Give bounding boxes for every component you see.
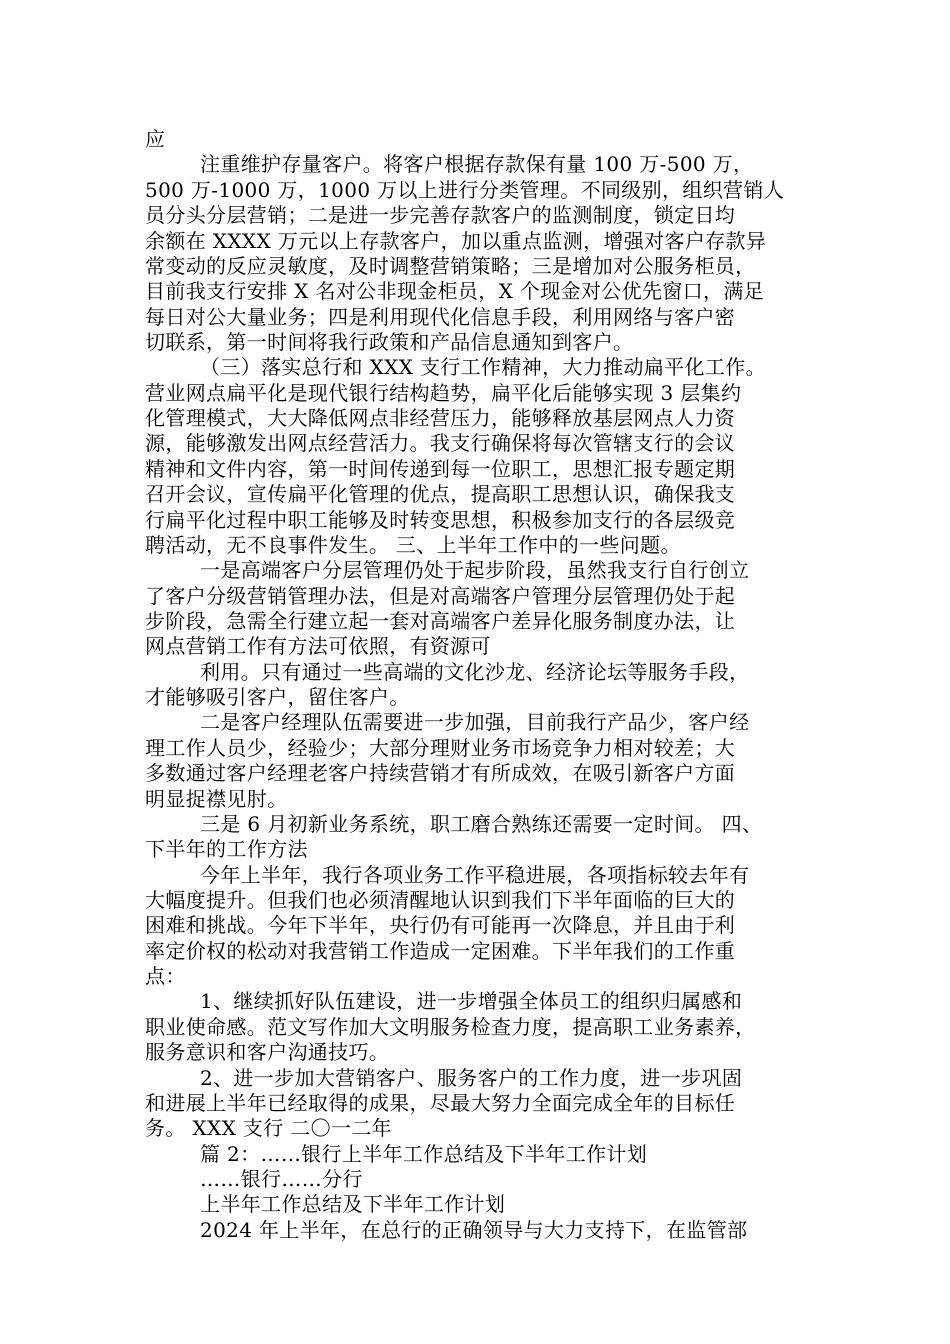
text-line: 余额在 XXXX 万元以上存款客户，加以重点监测，增强对客户存款异 xyxy=(145,229,767,253)
text-line: 聘活动，无不良事件发生。 三、上半年工作中的一些问题。 xyxy=(145,533,681,557)
text-line: 应 xyxy=(145,127,166,151)
paragraph-first-line: 今年上半年，我行各项业务工作平稳进展，各项指标较去年有 xyxy=(200,863,750,887)
list-item-2: 2、进一步加大营销客户、服务客户的工作力度，进一步巩固 xyxy=(200,1066,743,1090)
text-line: 困难和挑战。今年下半年，央行仍有可能再一次降息，并且由于利 xyxy=(145,913,736,937)
signature-line: 务。 XXX 支行 二〇一二年 xyxy=(145,1116,393,1140)
text-line: 500 万-1000 万，1000 万以上进行分类管理。不同级别，组织营销人 xyxy=(145,178,785,202)
text-line: 召开会议，宣传扁平化管理的优点，提高职工思想认识，确保我支 xyxy=(145,482,736,506)
branch-line: ……银行……分行 xyxy=(200,1167,363,1191)
text-line: 每日对公大量业务；四是利用现代化信息手段，利用网络与客户密 xyxy=(145,305,736,329)
paragraph-first-line: 2024 年上半年，在总行的正确领导与大力支持下，在监管部 xyxy=(200,1218,748,1242)
text-line: 理工作人员少，经验少；大部分理财业务市场竞争力相对较差；大 xyxy=(145,736,736,760)
paragraph-first-line: 一是高端客户分层管理仍处于起步阶段，虽然我支行自行创立 xyxy=(200,558,750,582)
text-line: 源，能够激发出网点经营活力。我支行确保将每次管辖支行的会议 xyxy=(145,431,736,455)
paragraph-first-line: 三是 6 月初新业务系统，职工磨合熟练还需要一定时间。 四、 xyxy=(200,812,763,836)
text-line: 化管理模式，大大降低网点非经营压力，能够释放基层网点人力资 xyxy=(145,406,736,430)
text-line: 大幅度提升。但我们也必须清醒地认识到我们下半年面临的巨大的 xyxy=(145,888,736,912)
text-line: 才能够吸引客户，留住客户。 xyxy=(145,685,410,709)
text-line: 目前我支行安排 X 名对公非现金柜员，X 个现金对公优先窗口，满足 xyxy=(145,279,765,303)
paragraph-first-line: 利用。只有通过一些高端的文化沙龙、经济论坛等服务手段， xyxy=(200,660,750,684)
section-heading-3: （三）落实总行和 XXX 支行工作精神，大力推动扁平化工作。 xyxy=(200,355,766,379)
paragraph-first-line: 注重维护存量客户。将客户根据存款保有量 100 万-500 万， xyxy=(200,152,754,176)
list-item-1: 1、继续抓好队伍建设，进一步增强全体员工的组织归属感和 xyxy=(200,989,743,1013)
subtitle-line: 上半年工作总结及下半年工作计划 xyxy=(200,1192,506,1216)
text-line: 服务意识和客户沟通技巧。 xyxy=(145,1040,390,1064)
text-line: 网点营销工作有方法可依照，有资源可 xyxy=(145,634,491,658)
text-line: 多数通过客户经理老客户持续营销才有所成效，在吸引新客户方面 xyxy=(145,761,736,785)
text-line: 明显捉襟见肘。 xyxy=(145,787,288,811)
text-line: 员分头分层营销；二是进一步完善存款客户的监测制度，锁定日均 xyxy=(145,203,736,227)
text-line: 步阶段，急需全行建立起一套对高端客户差异化服务制度办法，让 xyxy=(145,609,736,633)
text-line: 率定价权的松动对我营销工作造成一定困难。下半年我们的工作重 xyxy=(145,939,736,963)
text-line: 营业网点扁平化是现代银行结构趋势，扁平化后能够实现 3 层集约 xyxy=(145,381,742,405)
text-line: 行扁平化过程中职工能够及时转变思想，积极参加支行的各层级竞 xyxy=(145,508,736,532)
paragraph-first-line: 二是客户经理队伍需要进一步加强，目前我行产品少，客户经 xyxy=(200,710,750,734)
article-title: 篇 2：……银行上半年工作总结及下半年工作计划 xyxy=(200,1142,648,1166)
text-line: 常变动的反应灵敏度，及时调整营销策略；三是增加对公服务柜员， xyxy=(145,254,756,278)
section-heading-4: 下半年的工作方法 xyxy=(145,837,308,861)
text-line: 精神和文件内容，第一时间传递到每一位职工，思想汇报专题定期 xyxy=(145,457,736,481)
text-line: 点： xyxy=(145,964,186,988)
text-line: 切联系，第一时间将我行政策和产品信息通知到客户。 xyxy=(145,330,634,354)
text-line: 职业使命感。范文写作加大文明服务检查力度，提高职工业务素养， xyxy=(145,1015,756,1039)
text-line: 和进展上半年已经取得的成果，尽最大努力全面完成全年的目标任 xyxy=(145,1091,736,1115)
text-line: 了客户分级营销管理办法，但是对高端客户管理分层管理仍处于起 xyxy=(145,584,736,608)
